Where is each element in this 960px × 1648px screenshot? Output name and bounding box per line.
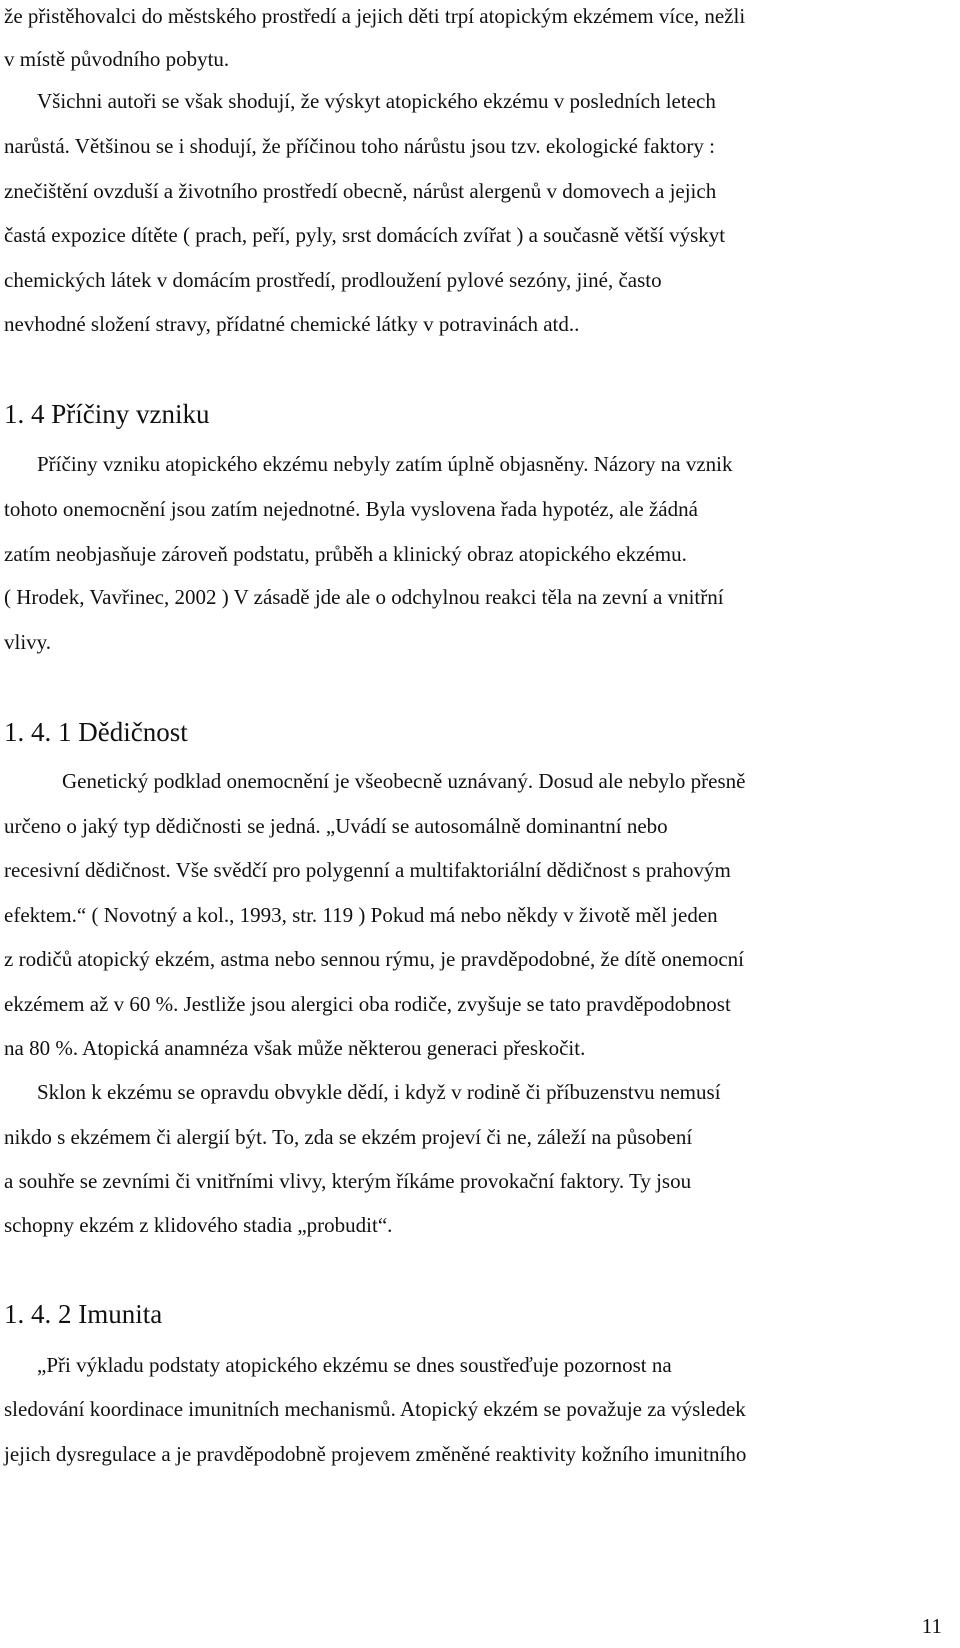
text-line: častá expozice dítěte ( prach, peří, pyly, srst domácích zvířat ) a současně větší výskyt [4, 223, 726, 247]
text-line: recesivní dědičnost. Vše svědčí pro polygenní a multifaktoriální dědičnost s prahovým [4, 858, 731, 882]
text-line: z rodičů atopický ekzém, astma nebo sennou rýmu, je pravděpodobné, že dítě onemocní [4, 947, 745, 971]
section-heading: 1. 4 Příčiny vzniku [4, 399, 210, 429]
text-line: schopny ekzém z klidového stadia „probudit“. [4, 1213, 393, 1237]
text-line: Sklon k ekzému se opravdu obvykle dědí, i když v rodině či příbuzenstvu nemusí [37, 1080, 721, 1104]
text-line: ( Hrodek, Vavřinec, 2002 ) V zásadě jde ale o odchylnou reakci těla na zevní a vnitřní [4, 585, 724, 609]
text-line: vlivy. [4, 630, 52, 654]
text-line: zatím neobjasňuje zároveň podstatu, průběh a klinický obraz atopického ekzému. [4, 542, 687, 566]
text-line: ekzémem až v 60 %. Jestliže jsou alergici oba rodiče, zvyšuje se tato pravděpodobnost [4, 992, 731, 1016]
text-line: sledování koordinace imunitních mechanismů. Atopický ekzém se považuje za výsledek [4, 1397, 746, 1421]
text-line: určeno o jaký typ dědičnosti se jedná. „Uvádí se autosomálně dominantní nebo [4, 814, 668, 838]
text-line: Genetický podklad onemocnění je všeobecně uznávaný. Dosud ale nebylo přesně [62, 769, 746, 793]
text-line: Příčiny vzniku atopického ekzému nebyly zatím úplně objasněny. Názory na vznik [37, 452, 733, 476]
text-line: „Při výkladu podstaty atopického ekzému se dnes soustřeďuje pozornost na [37, 1353, 672, 1377]
text-line: znečištění ovzduší a životního prostředí obecně, nárůst alergenů v domovech a jejich [4, 179, 717, 203]
text-line: narůstá. Většinou se i shodují, že příčinou toho nárůstu jsou tzv. ekologické faktory : [4, 134, 715, 158]
text-line: nikdo s ekzémem či alergií být. To, zda se ekzém projeví či ne, záleží na působení [4, 1125, 693, 1149]
text-line: nevhodné složení stravy, přídatné chemické látky v potravinách atd.. [4, 312, 580, 336]
page-number: 11 [921, 1614, 942, 1638]
section-heading: 1. 4. 1 Dědičnost [4, 717, 188, 747]
text-line: jejich dysregulace a je pravděpodobně projevem změněné reaktivity kožního imunitního [4, 1442, 747, 1466]
text-line: efektem.“ ( Novotný a kol., 1993, str. 119 ) Pokud má nebo někdy v životě měl jeden [4, 903, 718, 927]
text-line: že přistěhovalci do městského prostředí a jejich děti trpí atopickým ekzémem více, nežli [4, 4, 746, 28]
text-line: na 80 %. Atopická anamnéza však může některou generaci přeskočit. [4, 1036, 586, 1060]
text-line: Všichni autoři se však shodují, že výskyt atopického ekzému v posledních letech [37, 89, 716, 113]
text-line: tohoto onemocnění jsou zatím nejednotné. Byla vyslovena řada hypotéz, ale žádná [4, 497, 698, 521]
text-line: v místě původního pobytu. [4, 47, 230, 71]
text-line: a souhře se zevními či vnitřními vlivy, kterým říkáme provokační faktory. Ty jsou [4, 1169, 692, 1193]
section-heading: 1. 4. 2 Imunita [4, 1299, 163, 1329]
text-line: chemických látek v domácím prostředí, prodloužení pylové sezóny, jiné, často [4, 268, 662, 292]
